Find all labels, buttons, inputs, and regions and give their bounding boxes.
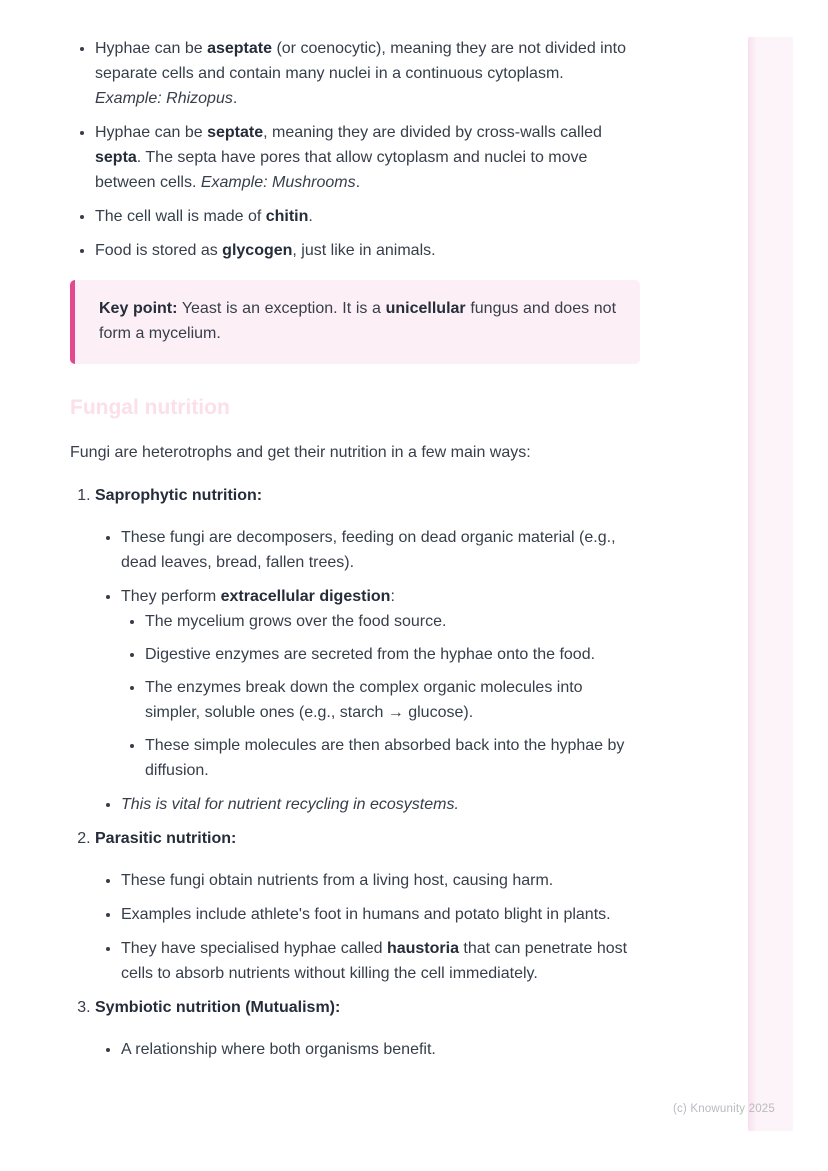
list-item: • These fungi obtain nutrients from a living host, causing harm. bbox=[121, 868, 640, 893]
list-item: • Hyphae can be septate, meaning they are divided by cross-walls called septa. The septa have pores that allow cytoplasm and nuclei to move between cells. Example: Mushrooms. bbox=[95, 120, 640, 195]
section-items bbox=[95, 525, 640, 817]
section-items bbox=[95, 868, 640, 986]
list-item: • Hyphae can be aseptate (or coenocytic), meaning they are not divided into separate cells and contain many nuclei in a continuous cytoplasm. Example: Rhizopus. bbox=[95, 36, 640, 111]
key-point-text: Key point: Yeast is an exception. It is a unicellular fungus and does not form a mycelium. bbox=[99, 300, 617, 342]
list-item: • The enzymes break down the complex organic molecules into simpler, soluble ones (e.g., starch → glucose). bbox=[145, 675, 640, 725]
section-title: 3. Symbiotic nutrition (Mutualism): bbox=[95, 999, 341, 1016]
list-item: • These simple molecules are then absorbed back into the hyphae by diffusion. bbox=[145, 733, 640, 783]
list-item: • They have specialised hyphae called haustoria that can penetrate host cells to absorb nutrients without killing the cell immediately. bbox=[121, 936, 640, 986]
next-page-edge bbox=[748, 37, 793, 1131]
key-point-callout bbox=[70, 280, 640, 364]
list-item: • The mycelium grows over the food source. bbox=[145, 609, 640, 634]
list-item: • Digestive enzymes are secreted from the hyphae onto the food. bbox=[145, 642, 640, 667]
copyright-footer: (c) Knowunity 2025 bbox=[672, 1103, 775, 1115]
numbered-section bbox=[95, 995, 640, 1062]
list-item: • They perform extracellular digestion: • The mycelium grows over the food source. • Digestive enzymes are secreted from the hyphae onto the food. • The enzymes break down the complex organic molecules into simpler, soluble ones (e.g., starch → glucose). • These simple molecules are then absorbed back into the hyphae by diffusion. bbox=[121, 584, 640, 783]
list-item: • These fungi are decomposers, feeding on dead organic material (e.g., dead leaves, bread, fallen trees). bbox=[121, 525, 640, 575]
section-title: 1. Saprophytic nutrition: bbox=[95, 487, 263, 504]
section-items bbox=[95, 1037, 640, 1062]
section-title: 2. Parasitic nutrition: bbox=[95, 830, 237, 847]
intro-paragraph: Fungi are heterotrophs and get their nutrition in a few main ways: bbox=[70, 444, 531, 461]
section-heading: Fungal nutrition bbox=[70, 396, 230, 419]
nutrition-list bbox=[70, 483, 640, 1062]
list-item: • This is vital for nutrient recycling in ecosystems. bbox=[121, 792, 640, 817]
numbered-section bbox=[95, 826, 640, 986]
list-item: • Food is stored as glycogen, just like in animals. bbox=[95, 238, 640, 263]
page-content bbox=[70, 36, 640, 1071]
nested-list bbox=[121, 609, 640, 783]
numbered-section bbox=[95, 483, 640, 817]
list-item: • Examples include athlete's foot in humans and potato blight in plants. bbox=[121, 902, 640, 927]
hyphae-list bbox=[70, 36, 640, 263]
list-item: • The cell wall is made of chitin. bbox=[95, 204, 640, 229]
list-item: • A relationship where both organisms benefit. bbox=[121, 1037, 640, 1062]
